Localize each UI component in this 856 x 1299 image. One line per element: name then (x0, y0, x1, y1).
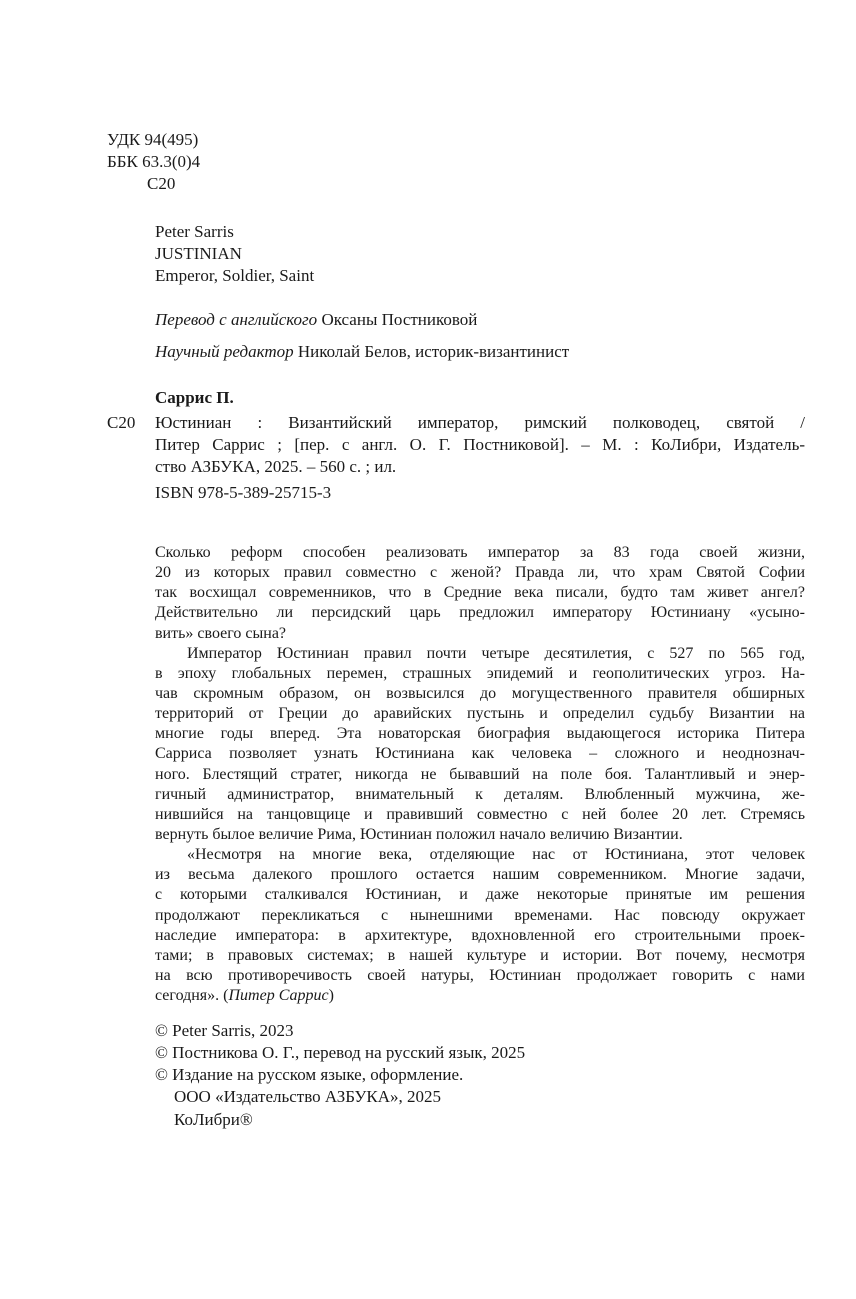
text-line: в эпоху глобальных перемен, страшных эпидемий и геополитических угроз. На- (155, 664, 805, 682)
bibliographic-heading: Саррис П. (155, 388, 234, 407)
text-line: 20 из которых правил совместно с женой? Правда ли, что храм Святой Софии (155, 564, 805, 582)
original-author: Peter Sarris (155, 222, 234, 241)
text-line: «Несмотря на многие века, отделяющие нас от Юстиниана, этот человек (187, 846, 805, 864)
text-fragment: сегодня». ( (155, 987, 229, 1005)
text-line: вернуть былое величие Рима, Юстиниан положил начало величию Византии. (155, 825, 683, 843)
bibliographic-description (155, 412, 805, 478)
udk-code: УДК 94(495) (107, 130, 199, 149)
text-line: Император Юстиниан правил почти четыре десятилетия, с 527 по 565 год, (187, 644, 805, 662)
text-fragment: ) (328, 987, 334, 1005)
text-line: гичный администратор, внимательный к деталям. Влюбленный мужчина, же- (155, 785, 805, 803)
bbk-code: ББК 63.3(0)4 (107, 152, 201, 172)
classification-block (107, 129, 200, 195)
bib-line: Питер Саррис ; [пер. с англ. О. Г. Постниковой]. – М. : КоЛибри, Издатель- (155, 435, 805, 455)
text-line: продолжают перекликаться с нынешними временами. Нас повсюду окружает (155, 906, 805, 924)
original-title: JUSTINIAN (155, 244, 242, 264)
editor-label: Научный редактор (155, 342, 294, 361)
text-line: с которыми сталкивался Юстиниан, и даже некоторые принятые им решения (155, 886, 805, 904)
text-line: из весьма далекого прошлого остается нашим современником. Многие задачи, (155, 866, 805, 884)
text-line: так восхищал современников, что в Средние века писали, будто там живет ангел? (155, 584, 805, 602)
editor-credit (155, 341, 569, 363)
copyright-line: © Постникова О. Г., перевод на русский язык, 2025 (155, 1043, 526, 1063)
text-line: наследие императора: в архитектуре, вдохновленной его строительными проек- (155, 926, 805, 944)
annotation-paragraph-2 (155, 644, 805, 845)
text-line: ного. Блестящий стратег, никогда не бывавший на поле боя. Талантливый и энер- (155, 765, 805, 783)
translator: Оксаны Постниковой (321, 310, 478, 329)
bibliographic-mark: С20 (107, 413, 136, 432)
quote-author: Питер Саррис (228, 987, 329, 1005)
annotation-paragraph-3 (155, 845, 805, 1006)
isbn: ISBN 978-5-389-25715-3 (155, 483, 332, 502)
copyright-line: ООО «Издательство АЗБУКА», 2025 (174, 1087, 442, 1107)
text-line: Сколько реформ способен реализовать император за 83 года своей жизни, (155, 544, 805, 561)
copyright-block (155, 1020, 525, 1131)
author-mark: С20 (147, 174, 176, 194)
text-line: Действительно ли персидский царь предложил императору Юстиниану «усыно- (155, 604, 805, 622)
text-line: территорий от Греции до аравийских пустынь и определил судьбу Византии на (155, 705, 805, 723)
bib-line: ство АЗБУКА, 2025. – 560 с. ; ил. (155, 457, 397, 477)
text-line: Сарриса позволяет узнать Юстиниана как человека – сложного и неоднознач- (155, 745, 805, 763)
text-line: многие годы вперед. Эта новаторская биография выдающегося историка Питера (155, 725, 805, 743)
editor: Николай Белов, историк-византинист (297, 342, 570, 361)
copyright-line: КоЛибри® (174, 1109, 253, 1129)
original-subtitle: Emperor, Soldier, Saint (155, 266, 315, 286)
text-line: на всю противоречивость своей натуры, Юстиниан продолжает говорить с нами (155, 966, 805, 984)
annotation-paragraph-1 (155, 543, 805, 644)
copyright-line: © Издание на русском языке, оформление. (155, 1065, 464, 1085)
text-line: чав скромным образом, он возвысился до могущественного правителя обширных (155, 684, 805, 702)
text-line (155, 986, 805, 1006)
original-title-block (155, 221, 314, 287)
text-line: тами; в правовых системах; в нашей культуре и истории. Вот почему, несмотря (155, 946, 805, 964)
translation-label: Перевод с английского (155, 310, 318, 329)
text-line: нившийся на танцовщице и правивший совместно с ней более 20 лет. Стремясь (155, 805, 805, 823)
bib-line: Юстиниан : Византийский император, римский полководец, святой / (155, 413, 805, 432)
translation-credit (155, 309, 477, 331)
annotation (155, 543, 805, 1006)
text-line: вить» своего сына? (155, 624, 287, 642)
copyright-line: © Peter Sarris, 2023 (155, 1021, 294, 1040)
